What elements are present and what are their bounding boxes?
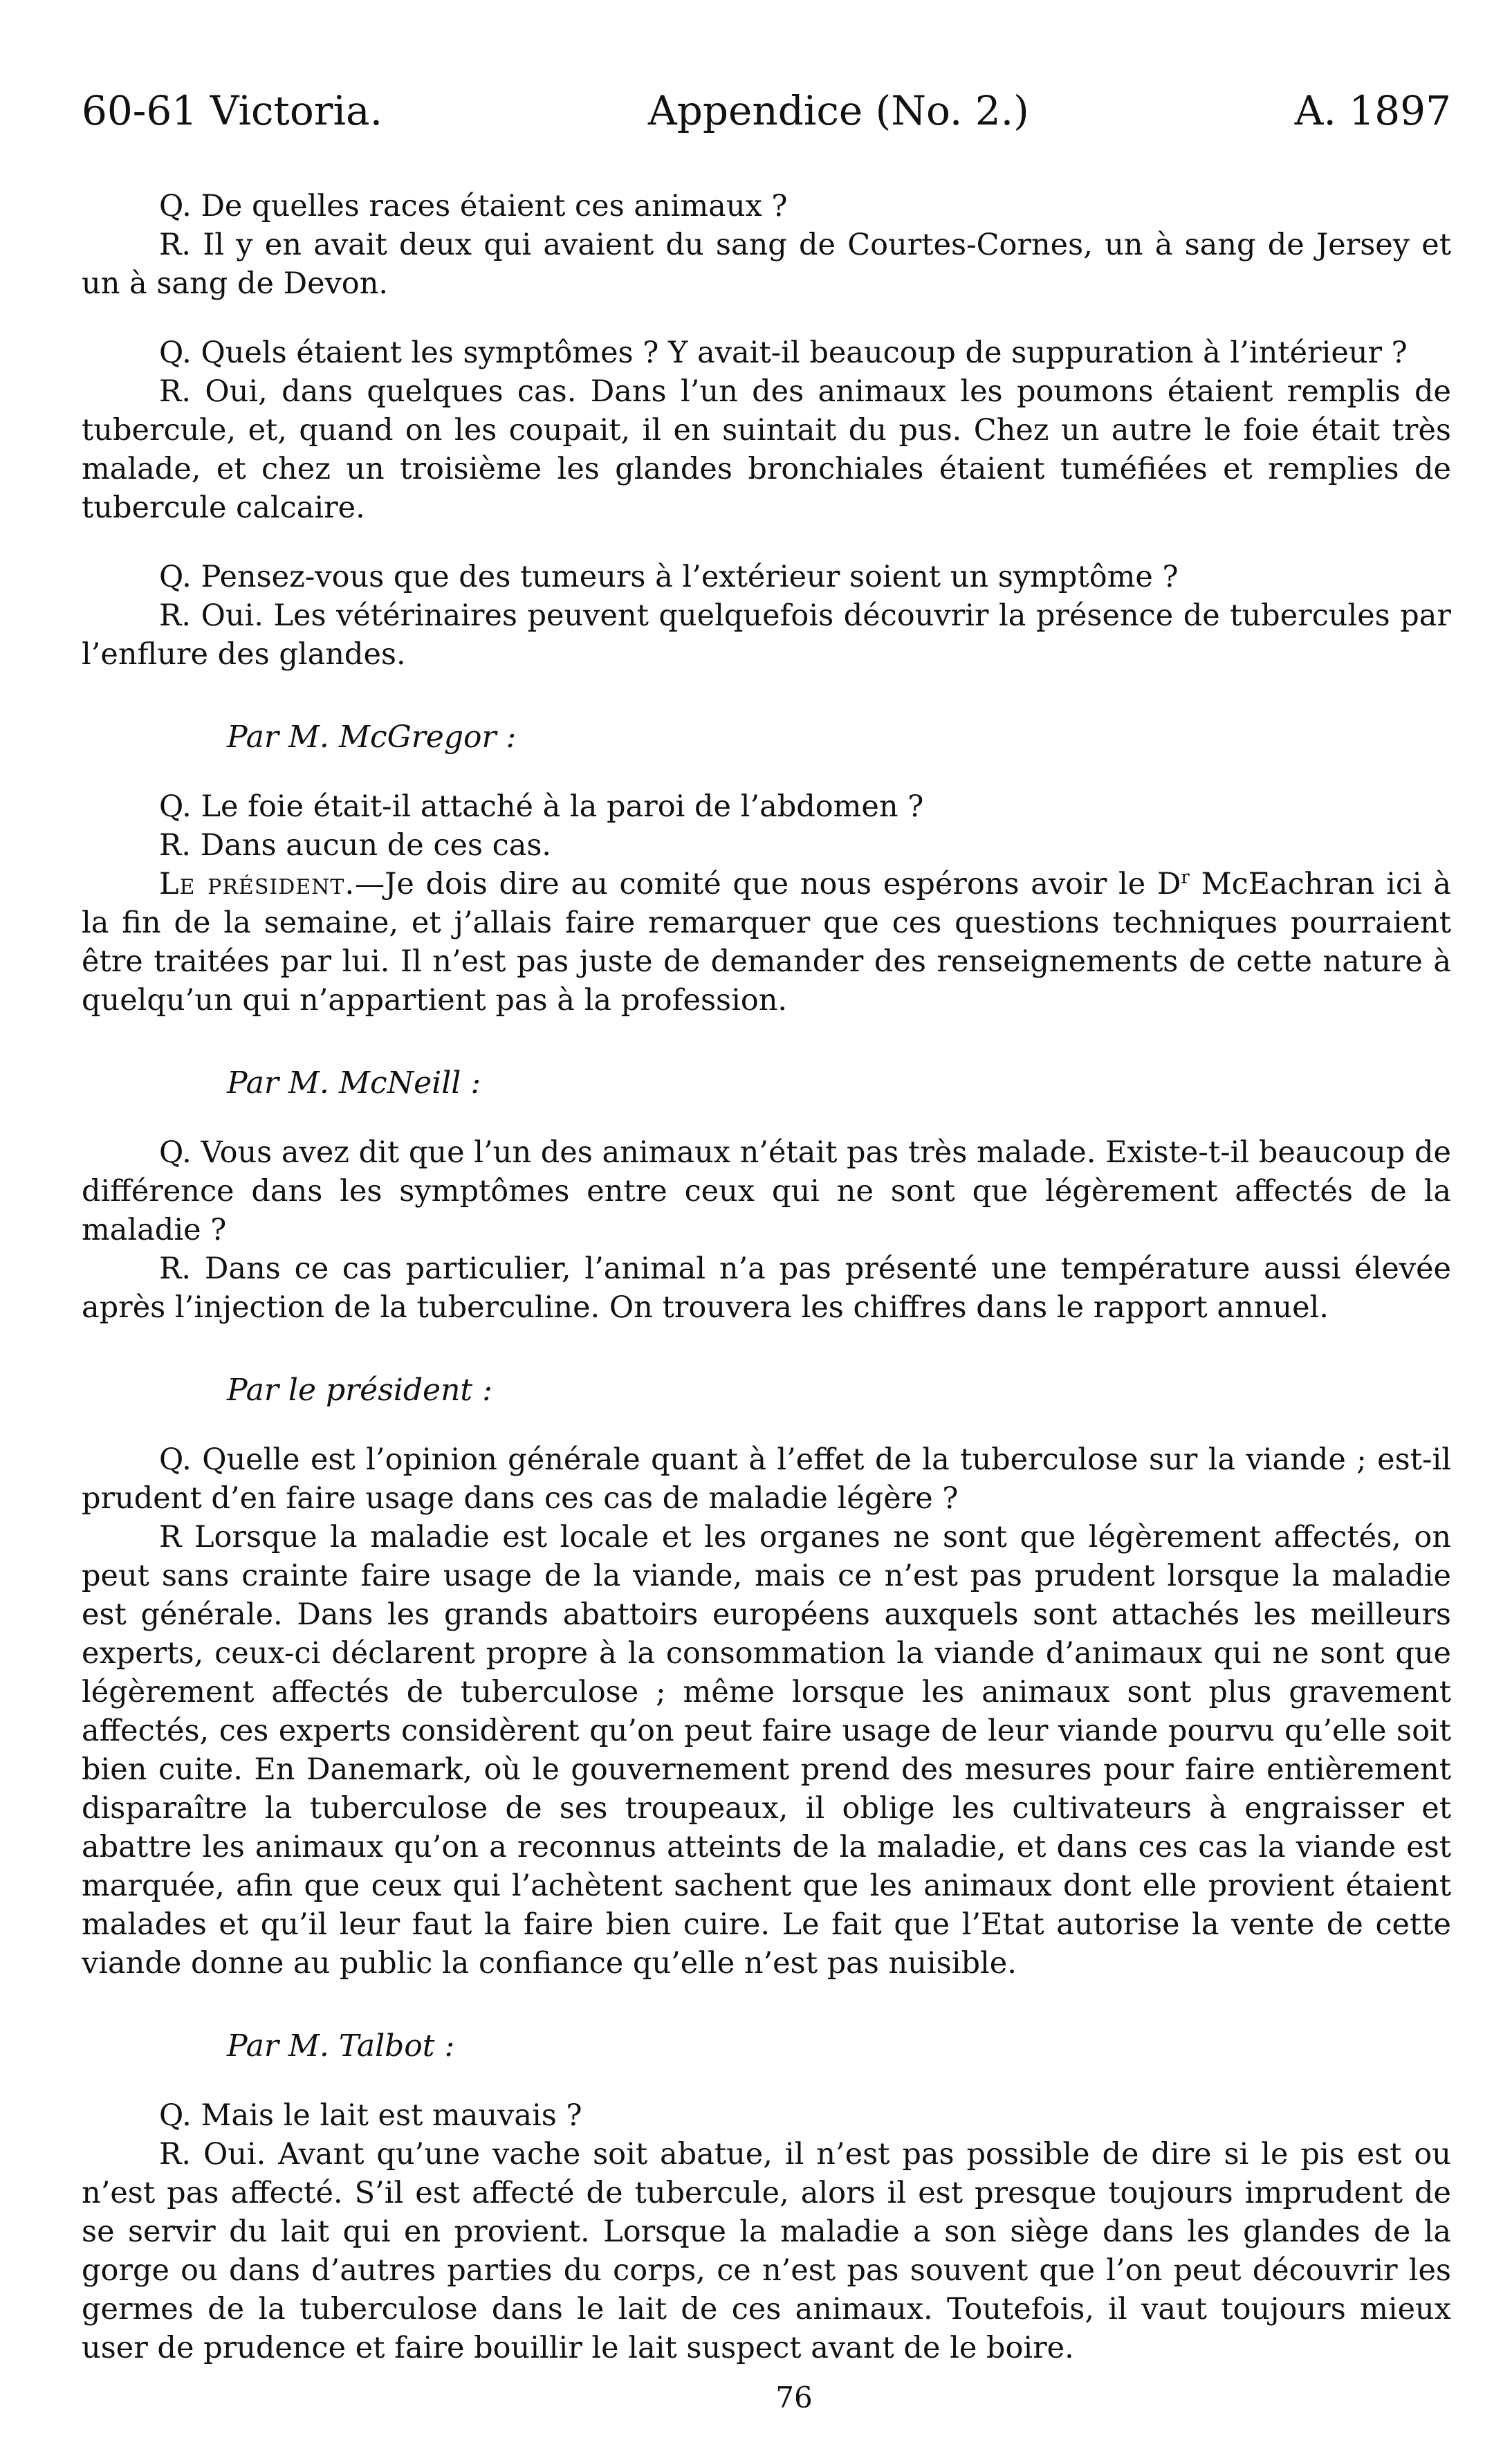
section-heading-mcgregor: Par M. McGregor : bbox=[227, 719, 517, 755]
question-paragraph: Q. Quelle est l’opinion générale quant à l’effet de la tuberculose sur la viande ; est-il prudent d’en faire usage dans ces cas de maladie légère ? bbox=[82, 1442, 1451, 1516]
answer-paragraph: R. Oui. Les vétérinaires peuvent quelquefois découvrir la présence de tubercules par l’enflure des glandes. bbox=[82, 598, 1451, 672]
document-page bbox=[82, 83, 1451, 2417]
superscript-r: r bbox=[1181, 867, 1190, 888]
question-paragraph: Q. Le foie était-il attaché à la paroi de l’abdomen ? bbox=[159, 789, 924, 824]
statement-text-start: —Je dois dire au comité que nous espérons avoir le D bbox=[355, 867, 1181, 901]
answer-paragraph: R. Il y en avait deux qui avaient du sang de Courtes-Cornes, un à sang de Jersey et un à sang de Devon. bbox=[82, 228, 1451, 301]
statement-text-end: McEachran ici à la fin de la semaine, et j’allais faire remarquer que ces questions techniques pourraient être traitées par lui. Il n’est pas juste de demander des renseignements de cette nature à quelqu’un qui n’appartient pas à la profession. bbox=[82, 867, 1451, 1018]
question-paragraph: Q. Quels étaient les symptômes ? Y avait-il beaucoup de suppuration à l’intérieur ? bbox=[159, 336, 1408, 370]
answer-paragraph: R. Dans ce cas particulier, l’animal n’a pas présenté une température aussi élevée après l’injection de la tuberculine. On trouvera les chiffres dans le rapport annuel. bbox=[82, 1251, 1451, 1325]
question-paragraph: Q. Mais le lait est mauvais ? bbox=[159, 2098, 582, 2133]
answer-paragraph: R. Dans aucun de ces cas. bbox=[159, 828, 552, 863]
speaker-label: Le président. bbox=[159, 867, 356, 901]
president-statement bbox=[82, 865, 1451, 1020]
section-heading-talbot: Par M. Talbot : bbox=[227, 2028, 455, 2064]
question-paragraph: Q. De quelles races étaient ces animaux ? bbox=[159, 189, 788, 223]
header-session: 60-61 Victoria. bbox=[82, 87, 383, 134]
answer-paragraph: R Lorsque la maladie est locale et les organes ne sont que légèrement affectés, on peut sans crainte faire usage de la viande, mais ce n’est pas prudent lorsque la maladie est générale. Dans les grands abattoirs européens auxquels sont attachés les meilleurs experts, ceux-ci déclarent propre à la consommation la viande d’animaux qui ne sont que légèrement affectés de tuberculose ; même lorsque les animaux sont plus gravement affectés, ces experts considèrent qu’on peut faire usage de leur viande pourvu qu’elle soit bien cuite. En Danemark, où le gouvernement prend des mesures pour faire entièrement disparaître la tuberculose de ses troupeaux, il oblige les cultivateurs à engraisser et abattre les animaux qu’on a reconnus atteints de la maladie, et dans ces cas la viande est marquée, afin que ceux qui l’achètent sachent que les animaux dont elle provient étaient malades et qu’il leur faut la faire bien cuire. Le fait que l’Etat autorise la vente de cette viande donne au public la confiance qu’elle n’est pas nuisible. bbox=[82, 1520, 1451, 1981]
header-appendix: Appendice (No. 2.) bbox=[647, 87, 1029, 134]
question-paragraph: Q. Pensez-vous que des tumeurs à l’extérieur soient un symptôme ? bbox=[159, 560, 1179, 594]
page-number: 76 bbox=[775, 2381, 813, 2414]
answer-paragraph: R. Oui, dans quelques cas. Dans l’un des animaux les poumons étaient remplis de tubercule, et, quand on les coupait, il en suintait du pus. Chez un autre le foie était très malade, et chez un troisième les glandes bronchiales étaient tuméfiées et remplies de tubercule calcaire. bbox=[82, 374, 1451, 525]
running-header bbox=[82, 83, 1451, 138]
document-body bbox=[82, 187, 1451, 2417]
answer-paragraph: R. Oui. Avant qu’une vache soit abatue, il n’est pas possible de dire si le pis est ou n’est pas affecté. S’il est affecté de tubercule, alors il est presque toujours imprudent de se servir du lait qui en provient. Lorsque la maladie a son siège dans les glandes de la gorge ou dans d’autres parties du corps, ce n’est pas souvent que l’on peut découvrir les germes de la tuberculose dans le lait de ces animaux. Toutefois, il vaut toujours mieux user de prudence et faire bouillir le lait suspect avant de le boire. bbox=[82, 2137, 1451, 2365]
section-heading-president: Par le président : bbox=[227, 1373, 492, 1408]
header-year: A. 1897 bbox=[1294, 87, 1451, 134]
section-heading-mcneill: Par M. McNeill : bbox=[227, 1065, 481, 1101]
question-paragraph: Q. Vous avez dit que l’un des animaux n’était pas très malade. Existe-t-il beaucoup de différence dans les symptômes entre ceux qui ne sont que légèrement affectés de la maladie ? bbox=[82, 1135, 1451, 1247]
